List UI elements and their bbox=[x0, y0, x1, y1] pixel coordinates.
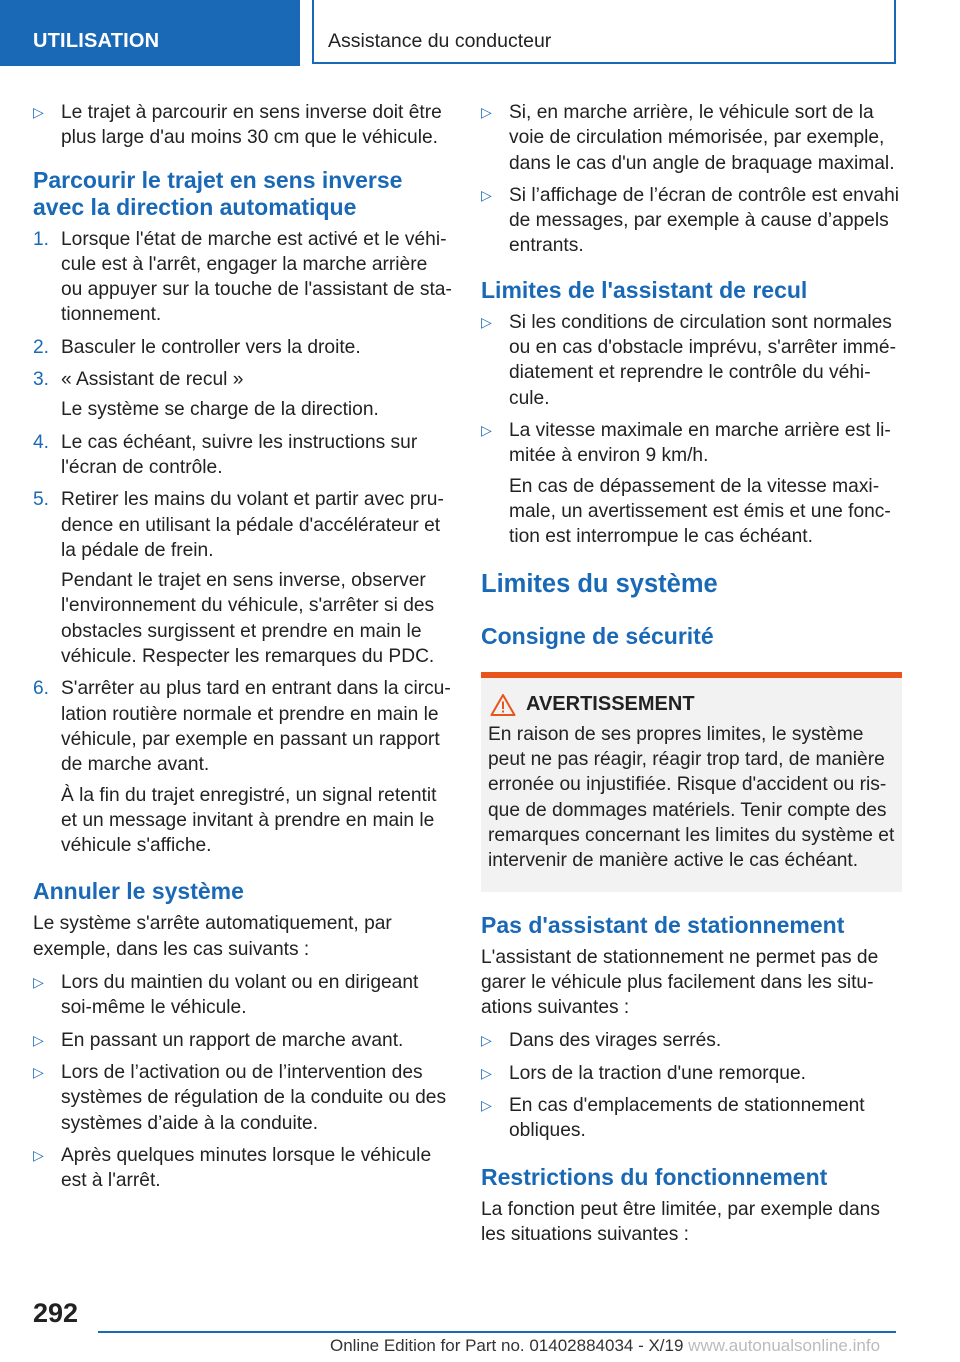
section-tab[interactable]: UTILISATION bbox=[0, 0, 300, 66]
step-item: 1. Lorsque l'état de marche est activé et le véhicule est à l'arrêt, engager la marche arrière ou appuyer sur la touche de l'assistant de stationnement. bbox=[33, 228, 452, 326]
restrictions-text: La fonction peut être limitée, par exemple dans les situations suivantes : bbox=[481, 1198, 880, 1245]
list-item: ▷ Le trajet à parcourir en sens inverse doit être plus large d'au moins 30 cm que le véhicule. bbox=[33, 102, 442, 149]
annuler-text: Le système s'arrête automatiquement, par exemple, dans les cas suivants : bbox=[33, 913, 392, 960]
page-number: 292 bbox=[33, 1298, 79, 1328]
bullet-triangle-icon: ▷ bbox=[33, 1063, 44, 1080]
pas-text: L'assistant de stationnement ne permet pas de garer le véhicule plus facilement dans les situations suivantes : bbox=[481, 946, 879, 1019]
bullet-triangle-icon: ▷ bbox=[481, 1032, 492, 1049]
step-item: 5. Retirer les mains du volant et partir avec prudence en utilisant la pédale d'accélérateur et la pédale de frein. Pendant le trajet en sens inverse, observer l'environnement du véhicule, s'arrêter si des obstacles surgissent et prendre en main le véhicule. Respecter les remarques du PDC. bbox=[33, 489, 444, 668]
step-number: 4. bbox=[33, 431, 50, 453]
step-item: 3. « Assistant de recul » Le système se charge de la direction. bbox=[33, 369, 379, 421]
step-number: 1. bbox=[33, 228, 50, 250]
right-column bbox=[481, 100, 901, 1255]
edition-text: Online Edition for Part no. 01402884034 - X/19 bbox=[329, 1336, 684, 1355]
list-item: ▷ Lors de la traction d'une remorque. bbox=[481, 1061, 901, 1086]
step-item: 2. Basculer le controller vers la droite. bbox=[33, 335, 453, 360]
list-item: ▷ Lors du maintien du volant ou en dirigeant soi-même le véhicule. bbox=[33, 972, 419, 1019]
heading-limites-systeme: Limites du système bbox=[481, 570, 718, 599]
list-item: ▷ Si les conditions de circulation sont normales ou en cas d'obstacle imprévu, s'arrêter immédiatement et reprendre le contrôle du véhicule. bbox=[481, 311, 896, 409]
list-item: ▷ Après quelques minutes lorsque le véhicule est à l'arrêt. bbox=[33, 1144, 432, 1192]
bullet-triangle-icon: ▷ bbox=[33, 974, 44, 991]
list-item: ▷ Si l’affichage de l’écran de contrôle est envahi de messages, par exemple à cause d’appels entrants. bbox=[481, 184, 900, 257]
warning-text: En raison de ses propres limites, le système peut ne pas réagir, réagir trop tard, de manière erronée ou injustifiée. Risque d'accident ou risque de dommages matériels. Tenir compte des remarques concernant les limites du système et intervenir de manière active le cas échéant. bbox=[488, 723, 895, 872]
list-item: ▷ Dans des virages serrés. bbox=[481, 1028, 901, 1053]
footer-edition bbox=[300, 1336, 910, 1356]
heading-limites-recul: Limites de l'assistant de recul bbox=[481, 276, 808, 303]
heading-annuler: Annuler le système bbox=[33, 878, 244, 905]
list-item: ▷ Lors de l’activation ou de l’intervention des systèmes de régulation de la conduite ou des systèmes d’aide à la conduite. bbox=[33, 1061, 447, 1134]
heading-pas-assistant: Pas d'assistant de stationnement bbox=[481, 911, 845, 938]
bullet-triangle-icon: ▷ bbox=[33, 104, 44, 120]
heading-parcourir: Parcourir le trajet en sens inverse avec la direction automatique bbox=[33, 166, 403, 220]
bullet-triangle-icon: ▷ bbox=[33, 1031, 44, 1048]
step-item: 4. Le cas échéant, suivre les instructions sur l'écran de contrôle. bbox=[33, 431, 418, 478]
bullet-triangle-icon: ▷ bbox=[481, 1064, 492, 1081]
list-item: ▷ En cas d'emplacements de stationnement obliques. bbox=[481, 1095, 865, 1142]
list-item: ▷ Si, en marche arrière, le véhicule sort de la voie de circulation mémorisée, par exemple, dans le cas d'un angle de braquage maximal. bbox=[481, 102, 895, 174]
list-item: ▷ En passant un rapport de marche avant. bbox=[33, 1028, 453, 1053]
bullet-triangle-icon: ▷ bbox=[481, 186, 492, 203]
step-number: 3. bbox=[33, 369, 50, 391]
bullet-triangle-icon: ▷ bbox=[481, 1097, 492, 1114]
warning-triangle-icon bbox=[490, 693, 516, 717]
step-number: 2. bbox=[33, 336, 50, 358]
list-item: ▷ La vitesse maximale en marche arrière est limitée à environ 9 km/h. En cas de dépassement de la vitesse maximale, un avertissement est émis et une fonction est interrompue le cas échéant. bbox=[481, 419, 891, 548]
chapter-title: Assistance du conducteur bbox=[312, 0, 896, 64]
watermark-text: www.autonualsonline.info bbox=[688, 1336, 881, 1355]
bullet-triangle-icon: ▷ bbox=[33, 1146, 44, 1163]
heading-restrictions: Restrictions du fonctionnement bbox=[481, 1163, 828, 1190]
step-item: 6. S'arrêter au plus tard en entrant dans la circulation routière normale et prendre en main le véhicule, par exemple en passant un rapport de marche avant. À la fin du trajet enregistré, un signal retentit et un message invitant à prendre en main le véhicule s'affiche. bbox=[33, 678, 451, 857]
warning-box bbox=[481, 672, 902, 891]
bullet-triangle-icon: ▷ bbox=[481, 421, 492, 438]
bullet-triangle-icon: ▷ bbox=[481, 313, 492, 330]
step-number: 6. bbox=[33, 678, 50, 700]
footer-divider bbox=[98, 1331, 896, 1333]
bullet-triangle-icon: ▷ bbox=[481, 104, 492, 120]
warning-title: AVERTISSEMENT bbox=[488, 692, 895, 717]
left-column bbox=[33, 100, 453, 1200]
page-header bbox=[0, 0, 960, 66]
step-number: 5. bbox=[33, 489, 50, 511]
heading-consigne: Consigne de sécurité bbox=[481, 623, 714, 650]
